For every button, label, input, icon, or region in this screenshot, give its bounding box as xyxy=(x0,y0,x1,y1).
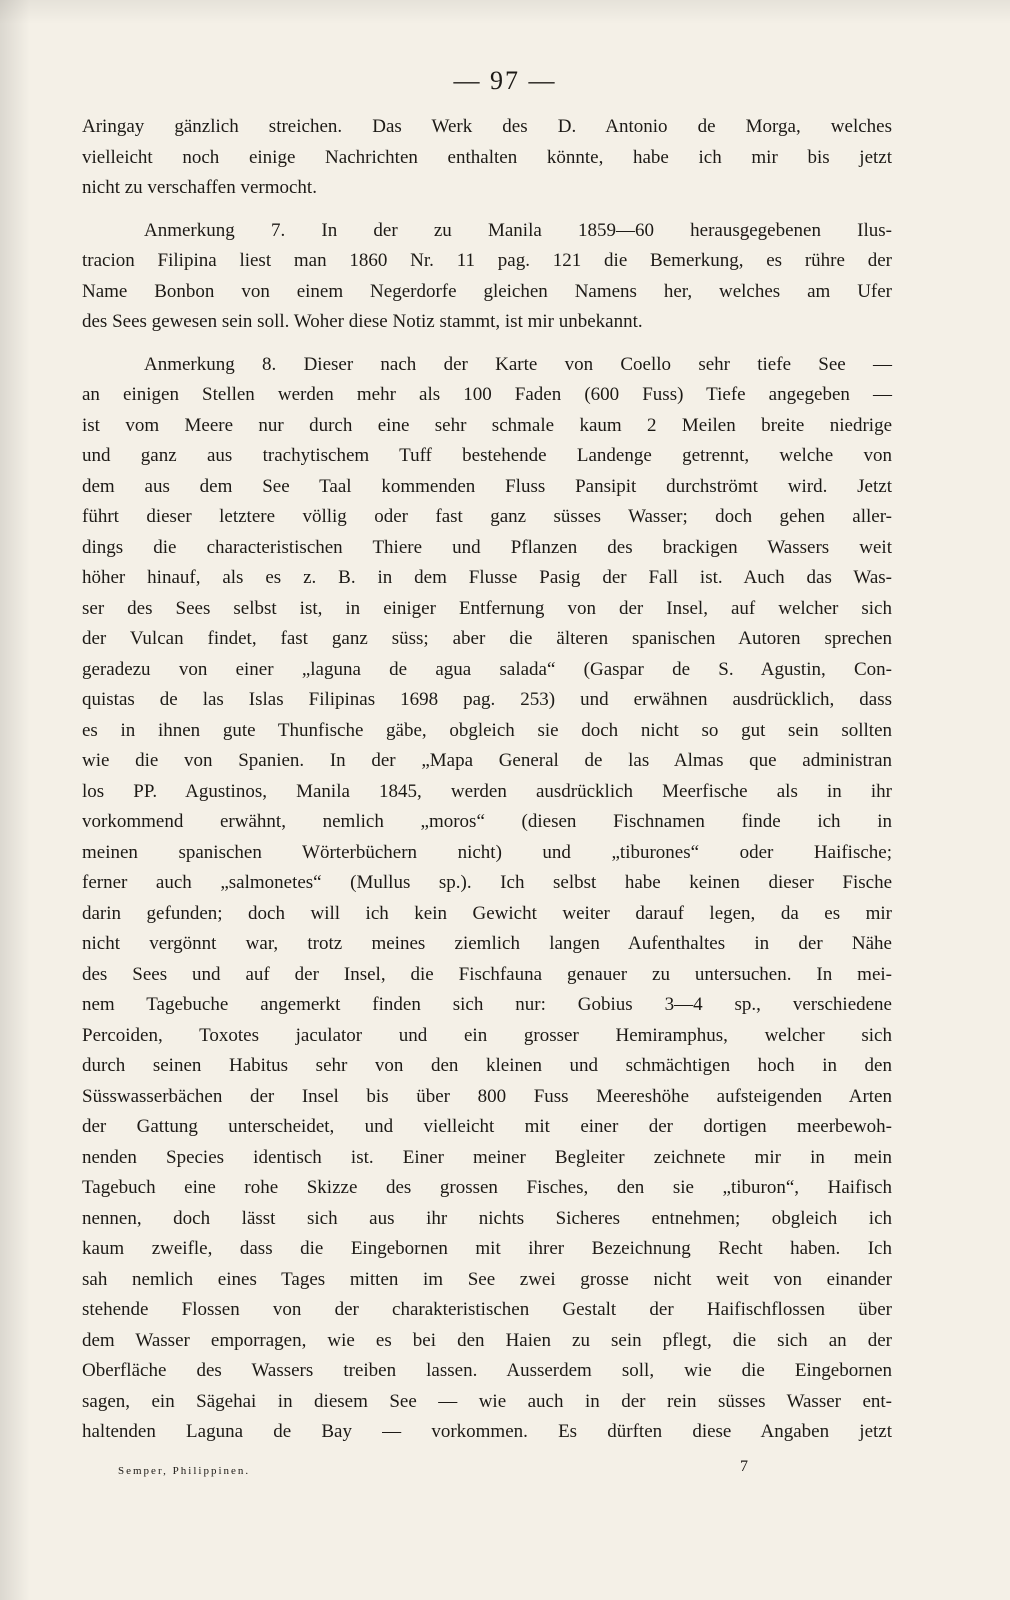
text-line: und ganz aus trachytischem Tuff bestehende Landenge getrennt, welche von xyxy=(82,445,892,466)
text-line: der Vulcan findet, fast ganz süss; aber die älteren spanischen Autoren sprechen xyxy=(82,628,892,649)
text-line: des Sees gewesen sein soll. Woher diese Notiz stammt, ist mir unbekannt. xyxy=(82,311,643,332)
text-line: los PP. Agustinos, Manila 1845, werden ausdrücklich Meerfische als in ihr xyxy=(82,780,892,802)
text-line: geradezu von einer „laguna de agua salada“ (Gaspar de S. Agustin, Con- xyxy=(82,658,892,680)
text-line: nenden Species identisch ist. Einer meiner Begleiter zeichnete mir in mein xyxy=(82,1146,892,1168)
text-line: der Gattung unterscheidet, und vielleicht mit einer der dortigen meerbewoh- xyxy=(82,1116,892,1137)
text-line: nem Tagebuche angemerkt finden sich nur: Gobius 3—4 sp., verschiedene xyxy=(82,994,892,1015)
text-body xyxy=(82,112,892,1448)
text-line: nennen, doch lässt sich aus ihr nichts Sicheres entnehmen; obgleich ich xyxy=(82,1207,892,1229)
text-line: Tagebuch eine rohe Skizze des grossen Fisches, den sie „tiburon“, Haifisch xyxy=(82,1177,892,1198)
text-line: an einigen Stellen werden mehr als 100 Faden (600 Fuss) Tiefe angegeben — xyxy=(82,384,892,405)
footer-signature: Semper, Philippinen. xyxy=(118,1465,251,1477)
text-line: ser des Sees selbst ist, in einiger Entfernung von der Insel, auf welcher sich xyxy=(82,597,892,619)
text-line: ist vom Meere nur durch eine sehr schmale kaum 2 Meilen breite niedrige xyxy=(82,414,892,436)
text-line: quistas de las Islas Filipinas 1698 pag. 253) und erwähnen ausdrücklich, dass xyxy=(82,689,892,710)
text-line: dem aus dem See Taal kommenden Fluss Pansipit durchströmt wird. Jetzt xyxy=(82,475,892,497)
text-line: ferner auch „salmonetes“ (Mullus sp.). Ich selbst habe keinen dieser Fische xyxy=(82,872,892,893)
text-line: stehende Flossen von der charakteristischen Gestalt der Haifischflossen über xyxy=(82,1299,892,1320)
paragraph-anmerkung-7 xyxy=(82,216,892,338)
text-line: dem Wasser emporragen, wie es bei den Haien zu sein pflegt, die sich an der xyxy=(82,1329,892,1351)
text-line: durch seinen Habitus sehr von den kleinen und schmächtigen hoch in den xyxy=(82,1055,892,1076)
text-line: nicht zu verschaffen vermocht. xyxy=(82,177,317,198)
text-line: sah nemlich eines Tages mitten im See zwei grosse nicht weit von einander xyxy=(82,1268,892,1290)
text-line: Anmerkung 8. Dieser nach der Karte von Coello sehr tiefe See — xyxy=(144,353,892,375)
text-line: Süsswasserbächen der Insel bis über 800 Fuss Meereshöhe aufsteigenden Arten xyxy=(82,1085,892,1107)
paragraph-anmerkung-8 xyxy=(82,350,892,1448)
text-line: tracion Filipina liest man 1860 Nr. 11 pag. 121 die Bemerkung, es rühre der xyxy=(82,250,892,271)
text-line: darin gefunden; doch will ich kein Gewicht weiter darauf legen, da es mir xyxy=(82,902,892,924)
text-line: vielleicht noch einige Nachrichten enthalten könnte, habe ich mir bis jetzt xyxy=(82,146,892,168)
text-line: sagen, ein Sägehai in diesem See — wie auch in der rein süsses Wasser ent- xyxy=(82,1390,892,1412)
text-line: Anmerkung 7. In der zu Manila 1859—60 herausgegebenen Ilus- xyxy=(144,219,892,241)
text-line: Oberfläche des Wassers treiben lassen. Ausserdem soll, wie die Eingebornen xyxy=(82,1360,892,1381)
text-line: führt dieser letztere völlig oder fast ganz süsses Wasser; doch gehen aller- xyxy=(82,506,892,527)
text-line: meinen spanischen Wörterbüchern nicht) und „tiburones“ oder Haifische; xyxy=(82,841,892,863)
footer-sheet-number: 7 xyxy=(740,1458,748,1475)
text-line: des Sees und auf der Insel, die Fischfauna genauer zu untersuchen. In mei- xyxy=(82,963,892,985)
text-line: es in ihnen gute Thunfische gäbe, obgleich sie doch nicht so gut sein sollten xyxy=(82,719,892,741)
text-line: Percoiden, Toxotes jaculator und ein grosser Hemiramphus, welcher sich xyxy=(82,1024,892,1046)
text-line: haltenden Laguna de Bay — vorkommen. Es dürften diese Angaben jetzt xyxy=(82,1421,892,1442)
text-line: dings die characteristischen Thiere und Pflanzen des brackigen Wassers weit xyxy=(82,536,892,558)
paragraph-1 xyxy=(82,112,892,204)
page-number: — 97 — xyxy=(453,66,557,95)
text-line: wie die von Spanien. In der „Mapa General de las Almas que administran xyxy=(82,750,892,771)
text-line: vorkommend erwähnt, nemlich „moros“ (diesen Fischnamen finde ich in xyxy=(82,811,892,832)
text-line: nicht vergönnt war, trotz meines ziemlich langen Aufenthaltes in der Nähe xyxy=(82,933,892,954)
text-line: kaum zweifle, dass die Eingebornen mit ihrer Bezeichnung Recht haben. Ich xyxy=(82,1238,892,1259)
text-line: Aringay gänzlich streichen. Das Werk des D. Antonio de Morga, welches xyxy=(82,116,892,137)
text-line: Name Bonbon von einem Negerdorfe gleichen Namens her, welches am Ufer xyxy=(82,280,892,302)
text-line: höher hinauf, als es z. B. in dem Flusse Pasig der Fall ist. Auch das Was- xyxy=(82,567,892,588)
